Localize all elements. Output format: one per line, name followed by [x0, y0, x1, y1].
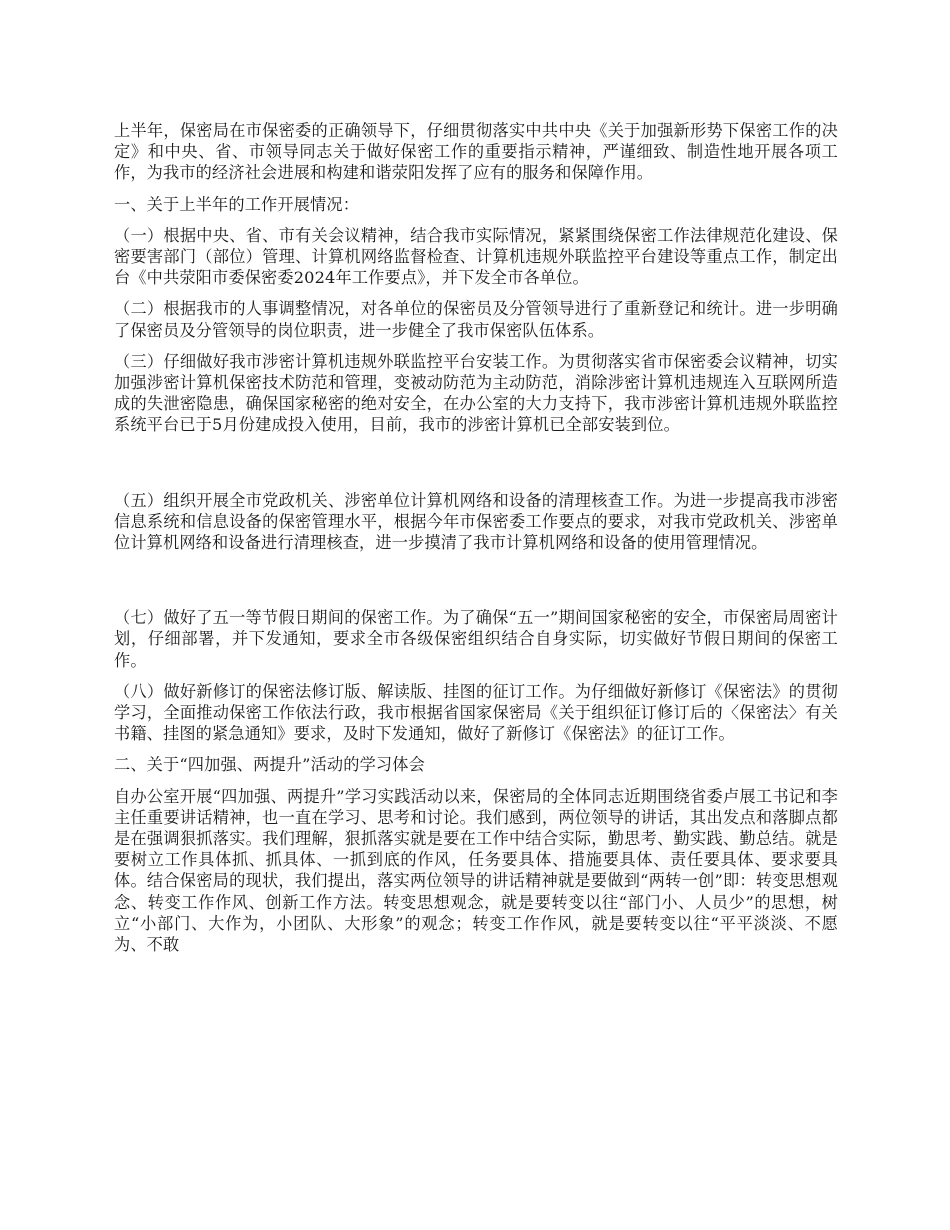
document-page [114, 120, 838, 955]
blank-gap [114, 563, 838, 607]
section-1-heading: 一、关于上半年的工作开展情况： [114, 194, 360, 214]
item-2-paragraph: （二）根据我市的人事调整情况，对各单位的保密员及分管领导进行了重新登记和统计。进一步明确了保密员及分管领导的岗位职责，进一步健全了我市保密队伍体系。 [114, 299, 838, 340]
item-7-paragraph: （七）做好了五一等节假日期间的保密工作。为了确保“五一”期间国家秘密的安全，市保密局周密计划，仔细部署，并下发通知，要求全市各级保密组织结合自身实际，切实做好节假日期间的保密工作。 [114, 608, 838, 670]
item-3-paragraph: （三）仔细做好我市涉密计算机违规外联监控平台安装工作。为贯彻落实省市保密委会议精神，切实加强涉密计算机保密技术防范和管理，变被动防范为主动防范，消除涉密计算机违规连入互联网所造成的失泄密隐患，确保国家秘密的绝对安全，在办公室的大力支持下，我市涉密计算机违规外联监控系统平台已于5月份建成投入使用，目前，我市的涉密计算机已全部安装到位。 [114, 351, 838, 435]
section-2-body: 自办公室开展“四加强、两提升”学习实践活动以来，保密局的全体同志近期围绕省委卢展工书记和李主任重要讲话精神，也一直在学习、思考和讨论。我们感到，两位领导的讲话，其出发点和落脚点都是在强调狠抓落实。我们理解，狠抓落实就是要在工作中结合实际，勤思考、勤实践、勤总结。就是要树立工作具体抓、抓具体、一抓到底的作风，任务要具体、措施要具体、责任要具体、要求要具体。结合保密局的现状，我们提出，落实两位领导的讲话精神就是要做到“两转一创”即：转变思想观念、转变工作作风、创新工作方法。转变思想观念，就是要转变以往“部门小、人员少”的思想，树立“小部门、大作为，小团队、大形象”的观念；转变工作作风，就是要转变以往“平平淡淡、不愿为、不敢 [114, 786, 838, 955]
item-5-paragraph: （五）组织开展全市党政机关、涉密单位计算机网络和设备的清理核查工作。为进一步提高我市涉密信息系统和信息设备的保密管理水平，根据今年市保密委工作要点的要求，对我市党政机关、涉密单位计算机网络和设备进行清理核查，进一步摸清了我市计算机网络和设备的使用管理情况。 [114, 490, 838, 553]
section-2-heading: 二、关于“四加强、两提升”活动的学习体会 [114, 755, 425, 775]
intro-paragraph: 上半年，保密局在市保密委的正确领导下，仔细贯彻落实中共中央《关于加强新形势下保密工作的决定》和中央、省、市领导同志关于做好保密工作的重要指示精神，严谨细致、制造性地开展各项工作，为我市的经济社会进展和构建和谐荥阳发挥了应有的服务和保障作用。 [114, 121, 838, 183]
item-1-paragraph: （一）根据中央、省、市有关会议精神，结合我市实际情况，紧紧围绕保密工作法律规范化建设、保密要害部门（部位）管理、计算机网络监督检查、计算机违规外联监控平台建设等重点工作，制定出台《中共荥阳市委保密委2024年工作要点》，并下发全市各单位。 [114, 225, 838, 288]
blank-gap [114, 446, 838, 490]
item-8-paragraph: （八）做好新修订的保密法修订版、解读版、挂图的征订工作。为仔细做好新修订《保密法》的贯彻学习，全面推动保密工作依法行政，我市根据省国家保密局《关于组织征订修订后的〈保密法〉有关书籍、挂图的紧急通知》要求，及时下发通知，做好了新修订《保密法》的征订工作。 [114, 681, 838, 744]
